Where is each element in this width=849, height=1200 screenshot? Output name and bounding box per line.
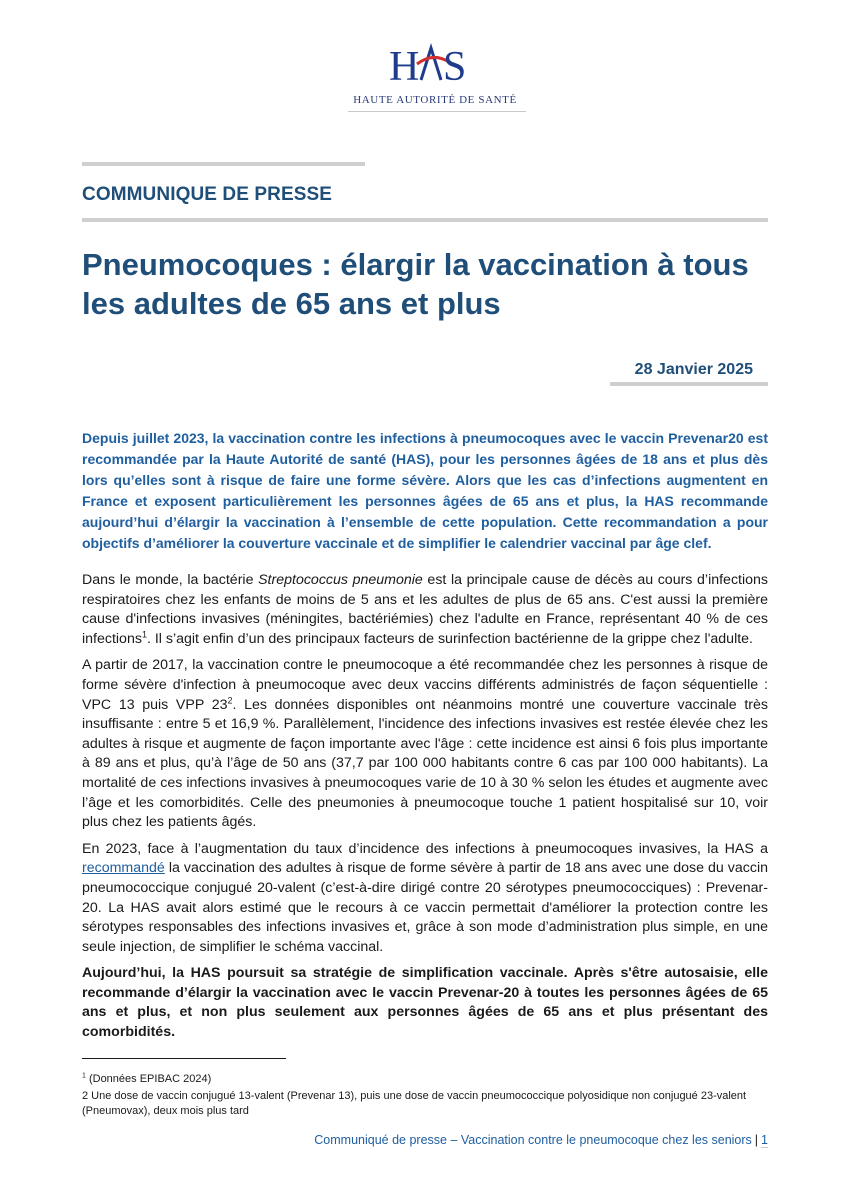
- article-body: [82, 571, 768, 1050]
- publication-date: 28 Janvier 2025: [634, 361, 753, 378]
- header-rule-bottom: [82, 218, 768, 222]
- svg-text:S: S: [443, 44, 467, 90]
- logo-subtitle: HAUTE AUTORITÉ DE SANTÉ: [353, 94, 517, 106]
- page-title: Pneumocoques : élargir la vaccination à tous les adultes de 65 ans et plus: [82, 247, 749, 321]
- footnote-ref-1[interactable]: 1: [141, 629, 147, 640]
- footnote-ref-2[interactable]: 2: [227, 694, 233, 705]
- footnote-separator: [82, 1058, 286, 1059]
- page-footer: [300, 1133, 768, 1147]
- paragraph-2: A partir de 2017, la vaccination contre le pneumocoque a été recommandée chez les personnes à risque de forme sévère d'infection à pneumocoque avec deux vaccins différents administrés de façon séquentielle : VPC 13 puis VPP $23^2$. Les données disponibles ont néanmoins montré une couverture vaccinale très insuffisante : entre 5 et 16,9 %. Parallèlement, l'incidence des infections invasives est restée élevée chez les adultes à risque et augmente de façon importante avec l'âge : cette incidence est ainsi 6 fois plus importante à 89 ans et plus, qu’à l’âge de 50 ans (37,7 par 100 000 habitants contre 6 cas par 100 000 habitants). La mortalité de ces infections invasives à pneumocoques varie de 10 à 30 % selon les études et augmente avec l’âge et les comorbidités. Celle des pneumonies à pneumocoque touche 1 patient hospitalisé sur 10, voir plus chez les patients âgés.: [82, 657, 768, 831]
- recommandation-link[interactable]: recommandé: [82, 860, 165, 877]
- footer-separator: |: [754, 1133, 759, 1147]
- paragraph-3: En 2023, face à l’augmentation du taux d’incidence des infections à pneumocoques invasives, la HAS a recommandé la vaccination des adultes à risque de forme sévère à partir de 18 ans avec une dose du vaccin pneumococcique conjugué 20-valent (c’est-à-dire dirigé contre 20 sérotypes pneumococciques) : Prevenar-20. La HAS avait alors estimé que le recours à ce vaccin permettait d'améliorer la protection contre les sérotypes responsables des infections invasives et, grâce à son mode d’administration plus simple, en une seule injection, de simplifier le schéma vaccinal.: [82, 840, 768, 955]
- paragraph-4: Aujourd’hui, la HAS poursuit sa stratégie de simplification vaccinale. Après s'être autosaisie, elle recommande d’élargir la vaccination avec le vaccin Prevenar-20 à toutes les personnes âgées de 65 ans et plus, et non plus seulement aux personnes âgées de 65 ans et plus présentant des comorbidités.: [82, 965, 768, 1041]
- bacteria-name: Streptococcus pneumonie: [258, 572, 423, 588]
- footer-text: Communiqué de presse – Vaccination contre le pneumocoque chez les seniors: [314, 1133, 752, 1147]
- page-number: 1: [761, 1133, 768, 1147]
- svg-text:H: H: [389, 44, 420, 90]
- date-rule: [610, 382, 768, 386]
- header-rule-top: [82, 162, 365, 166]
- has-logo: [340, 42, 530, 117]
- lead-paragraph: Depuis juillet 2023, la vaccination contre les infections à pneumocoques avec le vaccin Prevenar20 est recommandée par la Haute Autorité de santé (HAS), pour les personnes âgées de 18 ans et plus dès lors qu’elles sont à risque de faire une forme sévère. Alors que les cas d’infections augmentent en France et exposent particulièrement les personnes âgées de 65 ans et plus, la HAS recommande aujourd’hui d’élargir la vaccination à l’ensemble de cette population. Cette recommandation a pour objectifs d’améliorer la couverture vaccinale et de simplifier le calendrier vaccinal par âge clef.: [82, 430, 768, 551]
- logo-underline: [348, 111, 526, 112]
- section-label: COMMUNIQUE DE PRESSE: [82, 184, 333, 205]
- paragraph-1: Dans le monde, la bactérie Streptococcus pneumonie est la principale cause de décès au cours d’infections respiratoires chez les enfants de moins de 5 ans et les adultes de plus de 65 ans. C'est aussi la première cause d'infections invasives (méningites, bactériémies) chez l'adulte en France, représentant 40 % de ces infections$^1$. Il s’agit enfin d’un des principaux facteurs de surinfection bactérienne de la grippe chez l'adulte.: [82, 572, 768, 647]
- footnotes: [82, 1072, 768, 1121]
- footnote-1: $^1$ (Données EPIBAC 2024): [82, 1072, 212, 1085]
- footnote-2: 2 Une dose de vaccin conjugué 13-valent (Prevenar 13), puis une dose de vaccin pneumococcique polyosidique non conjugué 23-valent (Pneumovax), deux mois plus tard: [82, 1090, 747, 1117]
- has-logo-mark: [387, 42, 477, 92]
